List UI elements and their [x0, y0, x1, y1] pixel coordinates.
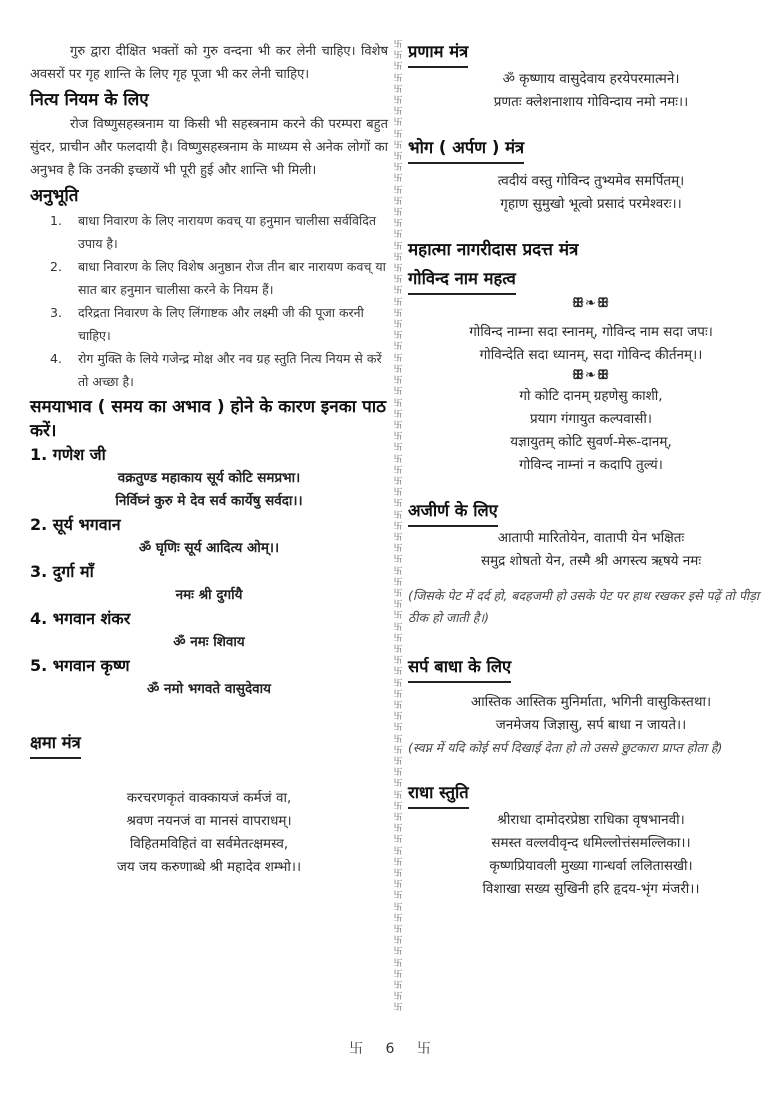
- swastika-icon: 卐: [393, 488, 403, 499]
- swastika-icon: 卐: [393, 84, 403, 95]
- swastika-icon: 卐: [393, 801, 403, 812]
- swastika-icon: 卐: [393, 544, 403, 555]
- list-item: [50, 255, 388, 301]
- samayabhav-heading: समयाभाव ( समय का अभाव ) होने के कारण इनका पाठ करें।: [30, 397, 387, 441]
- swastika-icon: 卐: [393, 387, 403, 398]
- swastika-icon: 卐: [393, 196, 403, 207]
- swastika-icon: 卐: [393, 476, 403, 487]
- swastika-icon: 卐: [393, 925, 403, 936]
- kshama-section: [30, 731, 388, 759]
- verse-line: गोविन्द नाम्ना सदा स्नानम्, गोविन्द नाम सदा जपः।: [469, 324, 713, 340]
- swastika-icon: 卐: [393, 611, 403, 622]
- page-number: 6: [385, 1041, 395, 1057]
- swastika-icon: 卐: [393, 219, 403, 230]
- swastika-icon: 卐: [393, 331, 403, 342]
- verse-line: गोविन्द नाम्नां न कदापि तुल्यं।: [519, 457, 663, 473]
- verse-line: प्रयाग गंगायुत कल्पवासी।: [530, 411, 652, 427]
- verse-line: जनमेजय जिज्ञासु, सर्प बाधा न जायते।।: [495, 717, 687, 733]
- swastika-icon: 卐: [393, 902, 403, 913]
- verse-line: ॐ घृणिः सूर्य आदित्य ओम्।।: [138, 540, 280, 556]
- verse-line: यज्ञायुतम् कोटि सुवर्ण-मेरू-दानम्,: [510, 434, 672, 450]
- swastika-icon: 卐: [393, 790, 403, 801]
- swastika-icon: 卐: [393, 880, 403, 891]
- kshama-mantra-heading: क्षमा मंत्र: [30, 731, 81, 759]
- verse-line: प्रणतः क्लेशनाशाय गोविन्दाय नमो नमः।।: [493, 94, 689, 110]
- list-item: [50, 209, 388, 255]
- swastika-icon: 卐: [393, 241, 403, 252]
- verse-line: ॐ नमो भगवते वासुदेवाय: [147, 681, 271, 697]
- page-footer: [0, 1038, 780, 1058]
- swastika-icon: 卐: [393, 308, 403, 319]
- deity-title: 4. भगवान शंकर: [30, 609, 131, 628]
- verse-line: श्रवण नयनजं वा मानसं वापराधम्।: [126, 813, 292, 829]
- list-number: 1.: [50, 213, 62, 228]
- swastika-icon: 卐: [393, 712, 403, 723]
- swastika-icon: 卐: [393, 577, 403, 588]
- swastika-icon: 卐: [393, 51, 403, 62]
- verse-line: आतापी मारितोयेन, वातापी येन भक्षितः: [497, 530, 685, 546]
- swastika-icon: 卐: [393, 465, 403, 476]
- sarp-note: (स्वप्न में यदि कोई सर्प दिखाई देता हो तो उससे छुटकारा प्राप्त होता है): [408, 740, 723, 755]
- swastika-icon: 卐: [393, 644, 403, 655]
- pranam-section: [408, 40, 774, 114]
- swastika-icon: 卐: [393, 409, 403, 420]
- swastika-icon: 卐: [393, 185, 403, 196]
- swastika-icon: 卐: [393, 913, 403, 924]
- swastika-icon: 卐: [393, 555, 403, 566]
- swastika-icon: 卐: [393, 566, 403, 577]
- verse-line: गोविन्देति सदा ध्यानम्, सदा गोविन्द कीर्तनम्।।: [479, 347, 703, 363]
- list-text: रोग मुक्ति के लिये गजेन्द्र मोक्ष और नव ग्रह स्तुति नित्य नियम से करें तो अच्छा है।: [78, 351, 382, 389]
- swastika-icon: 卐: [393, 510, 403, 521]
- deity-title: 3. दुर्गा माँ: [30, 562, 94, 581]
- swastika-icon: 卐: [393, 734, 403, 745]
- nitya-niyam-heading: नित्य नियम के लिए: [30, 90, 149, 110]
- kshama-verses: [30, 787, 388, 879]
- deity-title: 5. भगवान कृष्ण: [30, 656, 130, 675]
- swastika-icon: 卐: [393, 532, 403, 543]
- nagridas-section: [408, 238, 774, 477]
- swastika-icon: 卐: [393, 140, 403, 151]
- radha-stuti-heading: राधा स्तुति: [408, 781, 469, 809]
- swastika-icon: 卐: [393, 275, 403, 286]
- swastika-icon: 卐: [393, 62, 403, 73]
- deity-title: 1. गणेश जी: [30, 445, 106, 464]
- swastika-icon: 卐: [393, 152, 403, 163]
- swastika-icon: 卐: [393, 353, 403, 364]
- swastika-icon: 卐: [393, 757, 403, 767]
- swastika-icon: 卐: [393, 969, 403, 980]
- bhog-mantra-heading: भोग ( अर्पण ) मंत्र: [408, 136, 524, 164]
- swastika-icon: 卐: [393, 297, 403, 308]
- left-column: [30, 40, 388, 879]
- verse-line: निर्विघ्नं कुरु मे देव सर्व कार्येषु सर्वदा।।: [115, 493, 303, 509]
- list-text: बाधा निवारण के लिए नारायण कवच् या हनुमान चालीसा सर्वविदित उपाय है।: [78, 213, 376, 251]
- swastika-icon: 卐: [393, 981, 403, 992]
- verse-line: विशाखा सख्य सुखिनी हरि हृदय-भृंग मंजरी।।: [482, 881, 700, 897]
- verse-line: त्वदीयं वस्तु गोविन्द तुभ्यमेव समर्पितम्।: [497, 173, 685, 189]
- swastika-divider: [392, 40, 404, 1020]
- swastika-icon: 卐: [393, 891, 403, 902]
- ajirna-heading: अजीर्ण के लिए: [408, 499, 498, 527]
- swastika-icon: 卐: [393, 846, 403, 857]
- ajirna-section: [408, 499, 774, 629]
- swastika-icon: 卐: [393, 633, 403, 644]
- swastika-icon: 卐: [393, 857, 403, 868]
- swastika-icon: 卐: [393, 521, 403, 532]
- govind-naam-heading: गोविन्द नाम महत्व: [408, 267, 516, 295]
- list-item: [50, 301, 388, 347]
- swastika-icon: 卐: [393, 768, 403, 779]
- swastika-icon: 卐: [393, 230, 403, 241]
- swastika-icon: 卐: [416, 1041, 431, 1057]
- nitya-niyam-text: रोज विष्णुसहस्त्रनाम या किसी भी सहस्त्रनाम करने की परम्परा बहुत सुंदर, प्राचीन और फलदायी है। विष्णुसहस्त्रनाम के माध्यम से अनेक लोगों का अनुभव है कि उनकी इच्छायें भी पूरी हुई और शान्ति भी मिली।: [30, 117, 388, 178]
- sarp-section: [408, 655, 774, 759]
- radha-section: [408, 781, 774, 901]
- swastika-icon: 卐: [393, 600, 403, 611]
- swastika-icon: 卐: [393, 588, 403, 599]
- intro-paragraph: गुरु द्वारा दीक्षित भक्तों को गुरु वन्दना भी कर लेनी चाहिए। विशेष अवसरों पर गृह शान्ति के लिए गृह पूजा भी कर लेनी चाहिए।: [30, 44, 388, 82]
- swastika-icon: 卐: [393, 678, 403, 689]
- list-number: 2.: [50, 259, 62, 274]
- swastika-icon: 卐: [393, 824, 403, 835]
- swastika-icon: 卐: [393, 364, 403, 375]
- swastika-icon: 卐: [393, 667, 403, 678]
- verse-line: जय जय करुणाब्धे श्री महादेव शम्भो।।: [116, 859, 302, 875]
- swastika-icon: 卐: [393, 936, 403, 947]
- swastika-icon: 卐: [393, 813, 403, 824]
- swastika-icon: 卐: [393, 779, 403, 790]
- anubhuti-heading: अनुभूति: [30, 186, 79, 206]
- ornament-divider: ꕥ❧ꕥ: [571, 368, 611, 383]
- swastika-icon: 卐: [393, 252, 403, 263]
- swastika-icon: 卐: [393, 376, 403, 387]
- swastika-icon: 卐: [393, 622, 403, 633]
- deity-title: 2. सूर्य भगवान: [30, 515, 121, 534]
- swastika-icon: 卐: [393, 869, 403, 880]
- swastika-icon: 卐: [393, 947, 403, 958]
- verse-line: श्रीराधा दामोदरप्रेष्ठा राधिका वृषभानवी।: [497, 812, 685, 828]
- verse-line: समुद्र शोषतो येन, तस्मै श्री अगस्त्य ऋषये नमः: [480, 553, 702, 569]
- swastika-icon: 卐: [393, 107, 403, 118]
- swastika-icon: 卐: [393, 208, 403, 219]
- pranam-mantra-heading: प्रणाम मंत्र: [408, 40, 468, 68]
- swastika-icon: 卐: [393, 745, 403, 756]
- swastika-icon: 卐: [393, 129, 403, 140]
- list-number: 4.: [50, 351, 62, 366]
- verse-line: ॐ नमः शिवाय: [173, 634, 245, 650]
- sarp-badha-heading: सर्प बाधा के लिए: [408, 655, 511, 683]
- verse-line: करचरणकृतं वाक्कायजं कर्मजं वा,: [126, 790, 292, 806]
- verse-line: आस्तिक आस्तिक मुनिर्माता, भगिनी वासुकिस्तथा।: [470, 694, 712, 710]
- verse-line: कृष्णप्रियावली मुख्या गान्धर्वा ललितासखी।: [489, 858, 693, 874]
- verse-line: गो कोटि दानम् ग्रहणेसु काशी,: [519, 388, 663, 404]
- verse-line: गृहाण सुमुखो भूत्वो प्रसादं परमेश्वरः।।: [500, 196, 682, 212]
- swastika-icon: 卐: [393, 398, 403, 409]
- swastika-icon: 卐: [393, 342, 403, 353]
- swastika-icon: 卐: [393, 992, 403, 1003]
- bhog-section: [408, 136, 774, 216]
- ornament-divider: ꕥ❧ꕥ: [571, 296, 611, 311]
- swastika-icon: 卐: [393, 835, 403, 846]
- swastika-icon: 卐: [393, 723, 403, 734]
- verse-line: वक्रतुण्ड महाकाय सूर्य कोटि समप्रभा।: [117, 470, 301, 486]
- nagridas-heading: महात्मा नागरीदास प्रदत्त मंत्र: [408, 240, 579, 260]
- swastika-icon: 卐: [393, 1003, 403, 1014]
- swastika-icon: 卐: [393, 689, 403, 700]
- swastika-icon: 卐: [393, 40, 403, 50]
- swastika-icon: 卐: [349, 1041, 364, 1057]
- swastika-icon: 卐: [393, 174, 403, 185]
- swastika-icon: 卐: [393, 700, 403, 711]
- swastika-icon: 卐: [393, 264, 403, 275]
- list-text: दरिद्रता निवारण के लिए लिंगाष्टक और लक्ष्मी जी की पूजा करनी चाहिए।: [78, 305, 364, 343]
- swastika-icon: 卐: [393, 454, 403, 465]
- swastika-icon: 卐: [393, 958, 403, 969]
- right-column: [408, 40, 774, 901]
- swastika-icon: 卐: [393, 163, 403, 174]
- swastika-icon: 卐: [393, 499, 403, 510]
- swastika-icon: 卐: [393, 443, 403, 454]
- swastika-icon: 卐: [393, 73, 403, 84]
- swastika-icon: 卐: [393, 96, 403, 107]
- swastika-icon: 卐: [393, 432, 403, 443]
- verse-line: विहितमविहितं वा सर्वमेतत्क्षमस्व,: [129, 836, 289, 852]
- ajirna-note: (जिसके पेट में दर्द हो, बदहजमी हो उसके पेट पर हाथ रखकर इसे पढ़ें तो पीड़ा ठीक हो जाती है।): [408, 588, 760, 625]
- list-item: [50, 347, 388, 393]
- anubhuti-list: [30, 209, 388, 393]
- list-number: 3.: [50, 305, 62, 320]
- verse-line: नमः श्री दुर्गायै: [175, 587, 243, 603]
- swastika-icon: 卐: [393, 420, 403, 431]
- swastika-icon: 卐: [393, 118, 403, 129]
- swastika-icon: 卐: [393, 286, 403, 297]
- swastika-icon: 卐: [393, 320, 403, 331]
- verse-line: ॐ कृष्णाय वासुदेवाय हरयेपरमात्मने।: [502, 71, 680, 87]
- swastika-icon: 卐: [393, 656, 403, 667]
- verse-line: समस्त वल्लवीवृन्द धमिल्लोत्तंसमल्लिका।।: [491, 835, 691, 851]
- list-text: बाधा निवारण के लिए विशेष अनुष्ठान रोज तीन बार नारायण कवच् या सात बार हनुमान चालीसा करने के नियम हैं।: [78, 259, 386, 297]
